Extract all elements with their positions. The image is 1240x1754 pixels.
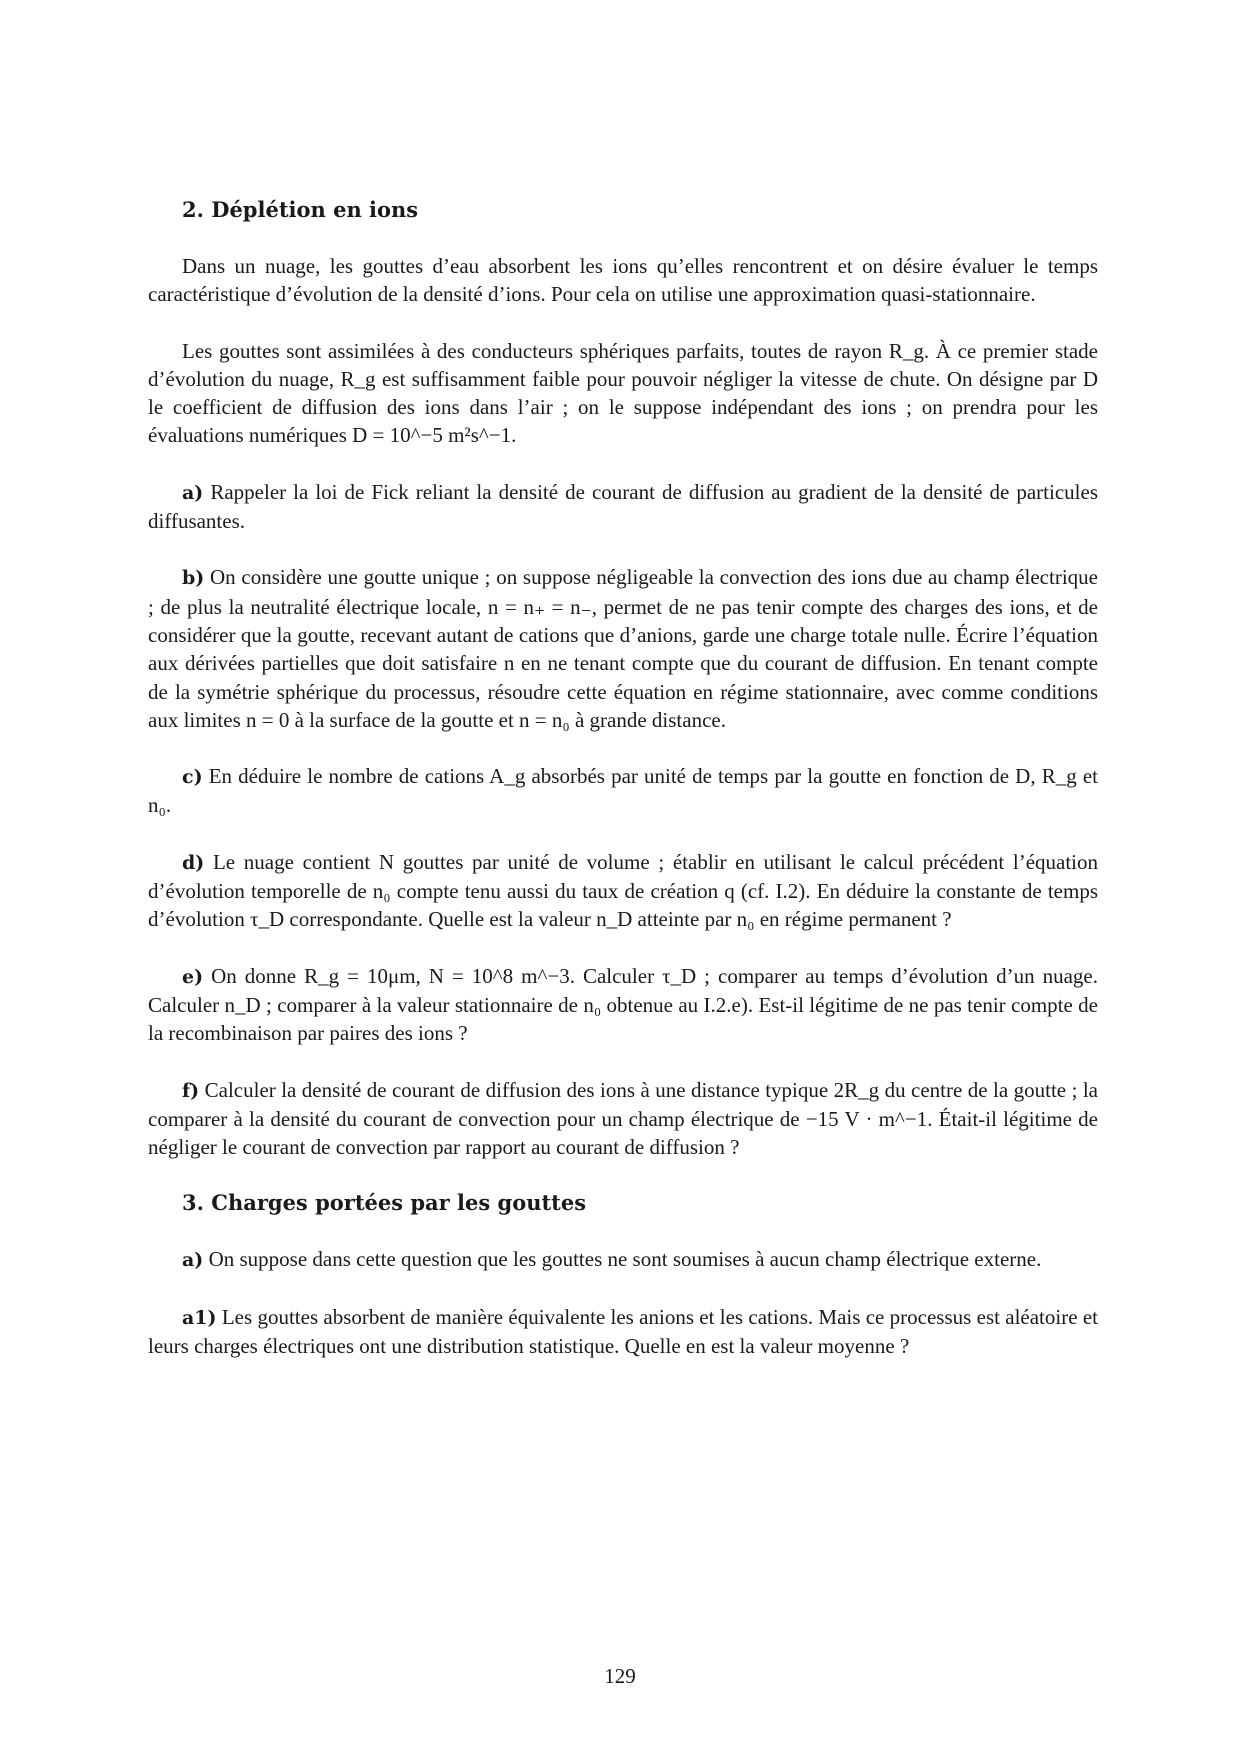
question-3a	[148, 1245, 1098, 1274]
question-label: a)	[182, 481, 204, 504]
question-text: Rappeler la loi de Fick reliant la densité de courant de diffusion au gradient de la densité de particules diffusantes.	[148, 479, 1098, 534]
section-2-title: 2. Déplétion en ions	[182, 197, 419, 222]
question-2c	[148, 762, 1098, 820]
question-text: Le nuage contient N gouttes par unité de volume ; établir en utilisant le calcul précédent l’équation d’évolution temporelle de n₀ compte tenu aussi du taux de création q (cf. I.2). En déduire la constante de temps d’évolution τ_D correspondante. Quelle est la valeur n_D atteinte par n₀ en régime permanent ?	[148, 849, 1099, 932]
section-3-title: 3. Charges portées par les gouttes	[182, 1190, 587, 1216]
question-label: d)	[182, 851, 205, 874]
question-text: On suppose dans cette question que les gouttes ne sont soumises à aucun champ électrique externe.	[208, 1247, 1042, 1272]
question-2b	[148, 563, 1098, 734]
section-2-intro: Dans un nuage, les gouttes d’eau absorbent les ions qu’elles rencontrent et on désire évaluer le temps caractéristique d’évolution de la densité d’ions. Pour cela on utilise une approximation quasi-stationnaire.	[148, 254, 1098, 307]
question-2f	[148, 1076, 1098, 1162]
question-3a1	[148, 1303, 1098, 1361]
question-label: a1)	[182, 1306, 217, 1329]
question-label: c)	[182, 766, 203, 789]
question-text: Calculer la densité de courant de diffusion des ions à une distance typique 2R_g du centre de la goutte ; la comparer à la densité du courant de convection pour un champ électrique de −15 V · m^−1. Était-il légitime de négliger le courant de convection par rapport au courant de diffusion ?	[148, 1077, 1098, 1160]
question-label: e)	[182, 965, 204, 988]
question-text: Les gouttes absorbent de manière équivalente les anions et les cations. Mais ce processus est aléatoire et leurs charges électriques ont une distribution statistique. Quelle en est la valeur moyenne ?	[148, 1304, 1098, 1359]
question-label: b)	[182, 567, 205, 590]
question-label: f)	[182, 1079, 200, 1102]
question-text: En déduire le nombre de cations A_g absorbés par unité de temps par la goutte en fonction de D, R_g et n₀.	[148, 764, 1098, 818]
page-content	[148, 196, 1098, 1360]
question-2d	[148, 848, 1098, 934]
question-text: On donne R_g = 10μm, N = 10^8 m^−3. Calculer τ_D ; comparer au temps d’évolution d’un nuage. Calculer n_D ; comparer à la valeur stationnaire de n₀ obtenue au I.2.e). Est-il légitime de ne pas tenir compte de la recombinaison par paires des ions ?	[148, 963, 1099, 1046]
question-2e	[148, 962, 1098, 1048]
section-2-assumptions: Les gouttes sont assimilées à des conducteurs sphériques parfaits, toutes de rayon R_g. À ce premier stade d’évolution du nuage, R_g est suffisamment faible pour pouvoir négliger la vitesse de chute. On désigne par D le coefficient de diffusion des ions dans l’air ; on le suppose indépendant des ions ; on prendra pour les évaluations numériques D = 10^−5 m²s^−1.	[148, 338, 1098, 448]
question-2a	[148, 478, 1098, 536]
page-number: 129	[604, 1664, 636, 1688]
question-label: a)	[182, 1249, 204, 1272]
question-text: On considère une goutte unique ; on suppose négligeable la convection des ions due au champ électrique ; de plus la neutralité électrique locale, n = n₊ = n₋, permet de ne pas tenir compte des charges des ions, et de considérer que la goutte, recevant autant de cations que d’anions, garde une charge totale nulle. Écrire l’équation aux dérivées partielles que doit satisfaire n en ne tenant compte que du courant de diffusion. En tenant compte de la symétrie sphérique du processus, résoudre cette équation en régime stationnaire, avec comme conditions aux limites n = 0 à la surface de la goutte et n = n₀ à grande distance.	[148, 565, 1098, 732]
